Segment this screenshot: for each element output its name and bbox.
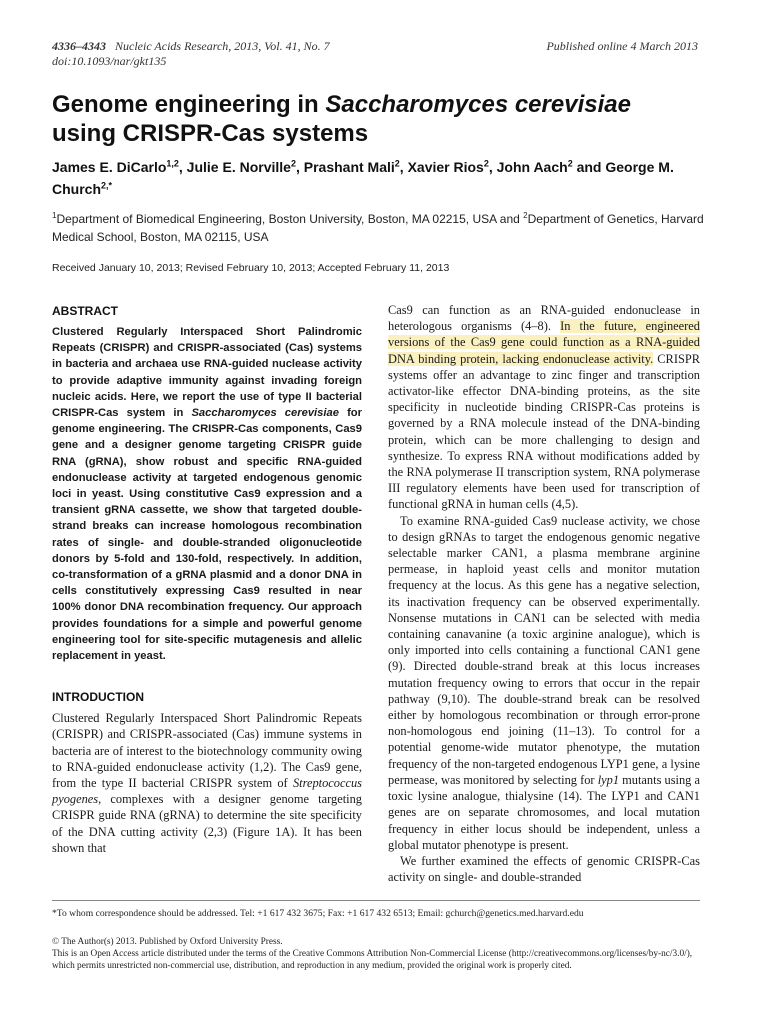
author-affil-mark: 2 [394, 158, 400, 169]
body-paragraph [388, 513, 700, 853]
introduction-heading: INTRODUCTION [52, 690, 144, 705]
abstract-part1: Clustered Regularly Interspaced Short Palindromic Repeats (CRISPR) and CRISPR-associated (Cas) systems in bacteria and archaea use RNA-guided nuclease activity to provide adaptive immunity against invading foreign nucleic acids. Here, we report the use of type II bacterial CRISPR-Cas system in [52, 326, 362, 420]
title-part1: Genome engineering in [52, 91, 326, 118]
abstract-part2: for genome engineering. The CRISPR-Cas components, Cas9 gene and a designer genome targeting CRISPR guide RNA (gRNA), show robust and specific RNA-guided endonuclease activity at targeted endogenous genomic loci in yeast. Using constitutive Cas9 expression and a transient gRNA cassette, we show that targeted double-strand breaks can increase homologous recombination rates of single- and double-stranded oligonucleotide donors by 5-fold and 130-fold, respectively. In addition, co-transformation of a gRNA plasmid and a donor DNA in cells constitutively expressing Cas9 resulted in near 100% donor DNA recombination frequency. Our approach provides foundations for a simple and powerful genome engineering tool for site-specific mutagenesis and allelic replacement in yeast. [52, 407, 362, 663]
title-species: Saccharomyces cerevisiae [325, 91, 631, 118]
page-range: 4336–4343 [52, 39, 106, 53]
author-name: , Julie E. Norville [178, 159, 291, 175]
author-name: , Xavier Rios [399, 159, 484, 175]
license-text: This is an Open Access article distributed under the terms of the Creative Commons Attribution Non-Commercial License (http://creativecommons.org/licenses/by-nc/3.0/), which permits unrestricted non-commercial use, distribution, and reproduction in any medium, provided the original work is properly cited. [52, 949, 693, 971]
affil-mark: 1 [52, 211, 57, 220]
running-header [52, 39, 330, 69]
abstract-heading: ABSTRACT [52, 304, 118, 318]
intro-paragraph [52, 710, 362, 856]
abstract-species: Saccharomyces cerevisiae [191, 407, 339, 420]
highlighted-text: In the future, engineered versions of the Cas9 gene could function as a RNA-guided DNA binding protein, lacking endonuclease activity. [388, 319, 700, 366]
affil-text: Department of Biomedical Engineering, Boston University, Boston, MA 02215, USA and [56, 212, 524, 226]
para-text: mutants using a toxic lysine analogue, thialysine (14). The LYP1 and CAN1 genes are on separate chromosomes, and local mutation frequency in either locus should be independent, unless a global mutator phenotype is present. [388, 772, 700, 852]
journal-citation: Nucleic Acids Research, 2013, Vol. 41, No. 7 [115, 39, 330, 53]
para-text: CRISPR systems offer an advantage to zinc finger and transcription activator-like effector DNA-binding proteins, as the site specificity in nucleotide binding CRISPR-Cas proteins is governed by a RNA molecule instead of the DNA-binding protein, which can be more challenging to design and synthesize. To express RNA without modifications added by the RNA polymerase II transcription system, RNA polymerase III regulatory elements have been used for transcription of functional gRNA in human cells (4,5). [388, 351, 700, 512]
right-column [388, 302, 700, 885]
title-part2: using CRISPR-Cas systems [52, 120, 369, 147]
para-text: Cas9 can function as an RNA-guided endonuclease in heterologous organisms (4–8). [388, 303, 700, 334]
published-date: Published online 4 March 2013 [546, 39, 698, 53]
left-column [52, 304, 362, 856]
affil-text: Department of Genetics, Harvard Medical School, Boston, MA 02115, USA [52, 212, 704, 244]
para-text: To examine RNA-guided Cas9 nuclease activity, we chose to design gRNAs to target the endogenous genomic negative selectable marker CAN1, a plasma membrane arginine permease, in haploid yeast cells and monitor mutation frequency at the locus. As this gene has a negative selection, its inactivation frequency can be observed experimentally. Nonsense mutations in CAN1 can be selected with media containing canavanine (a toxic arginine analogue), which is only imported into cells containing a functional CAN1 gene (9). Directed double-strand break at this locus increases mutation frequency owing to errors that occur in the repair pathway (9,10). The double-strand break can be resolved either by homologous recombination or through error-prone non-homologous end joining (11–13). To control for a potential genome-wide mutator phenotype, the mutation frequency of the non-targeted endogenous LYP1 gene, a lysine permease, was monitored by selecting for [388, 513, 700, 787]
body-paragraph [388, 302, 700, 513]
affiliations [52, 210, 712, 246]
author-affil-mark: 2 [567, 158, 573, 169]
author-affil-mark: 1,2 [166, 158, 179, 169]
abstract-text [52, 324, 362, 664]
author-list [52, 156, 712, 200]
license-footer [52, 936, 712, 972]
intro-species: Streptococcus pyogenes [52, 776, 362, 807]
intro-text-b: , complexes with a designer genome targeting CRISPR guide RNA (gRNA) to determine the site specificity of the DNA cutting activity (2,3) (Figure 1A). It has been shown that [52, 792, 362, 855]
author-affil-mark: 2 [290, 158, 296, 169]
footnote-divider [52, 900, 700, 901]
article-title [52, 90, 712, 148]
author-name: and George M. Church [52, 159, 674, 197]
correspondence-note: *To whom correspondence should be addressed. Tel: +1 617 432 3675; Fax: +1 617 432 6513; Email: gchurch@genetics.med.harvard.edu [52, 908, 584, 919]
gene-name: lyp1 [597, 772, 620, 787]
author-name: , Prashant Mali [295, 159, 395, 175]
author-name: , John Aach [488, 159, 568, 175]
author-affil-mark: 2,* [101, 180, 113, 191]
intro-text-a: Clustered Regularly Interspaced Short Palindromic Repeats (CRISPR) and CRISPR-associated (Cas) immune systems in bacteria are of interest to the biotechnology community owing to RNA-guided endonuclease activity (1,2). The Cas9 gene, from the type II bacterial CRISPR system of [52, 711, 362, 791]
copyright-line: © The Author(s) 2013. Published by Oxford University Press. [52, 937, 283, 947]
author-affil-mark: 2 [483, 158, 489, 169]
affil-mark: 2 [523, 211, 528, 220]
author-name: James E. DiCarlo [52, 159, 167, 175]
body-paragraph: We further examined the effects of genomic CRISPR-Cas activity on single- and double-stranded [388, 853, 700, 885]
doi: doi:10.1093/nar/gkt135 [52, 54, 167, 68]
received-dates: Received January 10, 2013; Revised February 10, 2013; Accepted February 11, 2013 [52, 262, 450, 274]
